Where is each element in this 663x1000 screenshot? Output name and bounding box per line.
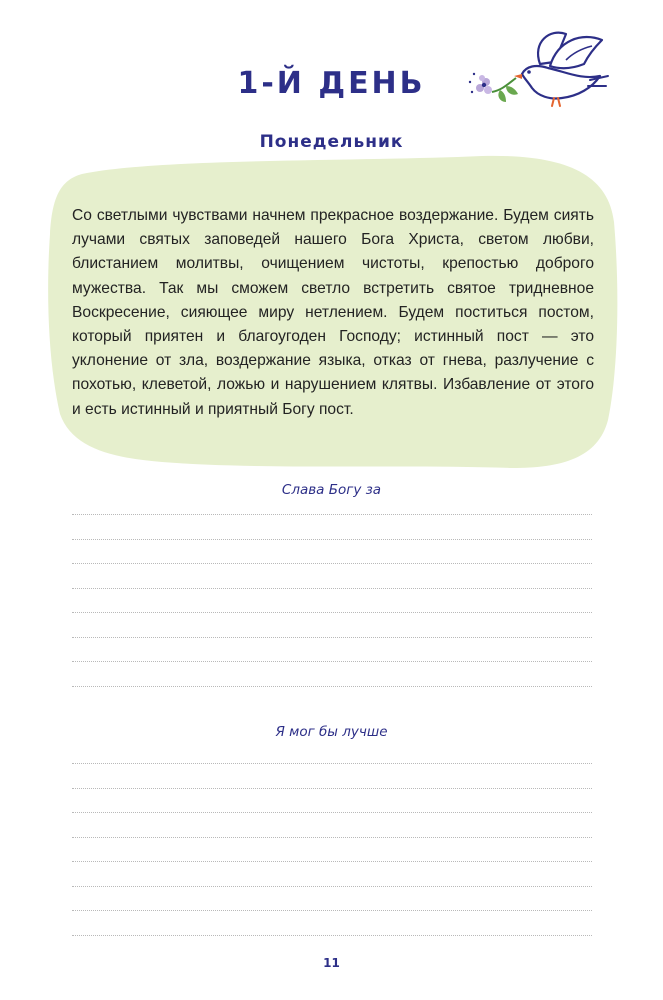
writing-line[interactable] [72, 539, 592, 540]
writing-line[interactable] [72, 637, 592, 638]
section-label-better: Я мог бы лучше [275, 724, 388, 740]
section-label-thanks: Слава Богу за [281, 482, 382, 498]
writing-lines-thanks[interactable] [72, 514, 592, 710]
writing-line[interactable] [72, 910, 592, 911]
writing-line[interactable] [72, 935, 592, 936]
weekday-heading: Понедельник [259, 132, 404, 152]
writing-line[interactable] [72, 563, 592, 564]
dove-with-flower-icon [462, 22, 612, 122]
writing-line[interactable] [72, 686, 592, 687]
writing-line[interactable] [72, 886, 592, 887]
writing-line[interactable] [72, 788, 592, 789]
writing-line[interactable] [72, 514, 592, 515]
writing-lines-better[interactable] [72, 763, 592, 959]
writing-line[interactable] [72, 837, 592, 838]
reading-text: Со светлыми чувствами начнем прекрасное воздержание. Будем сиять лучами святых заповедей нашего Бога Христа, светом любви, блистанием молитвы, очищением чистоты, крепостью доброго мужества. Так мы сможем светло встретить святое тридневное Воскресение, сияющее миру нетлением. Будем поститься постом, который приятен и благоугоден Господу; истинный пост — это уклонение от зла, воздержание языка, отказ от гнева, разлучение с похотью, клеветой, ложью и нарушением клятвы. Избавление от этого и есть истинный и приятный Богу пост. [72, 207, 594, 418]
writing-line[interactable] [72, 661, 592, 662]
writing-line[interactable] [72, 812, 592, 813]
writing-line[interactable] [72, 588, 592, 589]
writing-line[interactable] [72, 763, 592, 764]
writing-line[interactable] [72, 861, 592, 862]
day-title: 1-Й ДЕНЬ [237, 66, 426, 101]
writing-line[interactable] [72, 612, 592, 613]
page-number: 11 [323, 956, 340, 970]
